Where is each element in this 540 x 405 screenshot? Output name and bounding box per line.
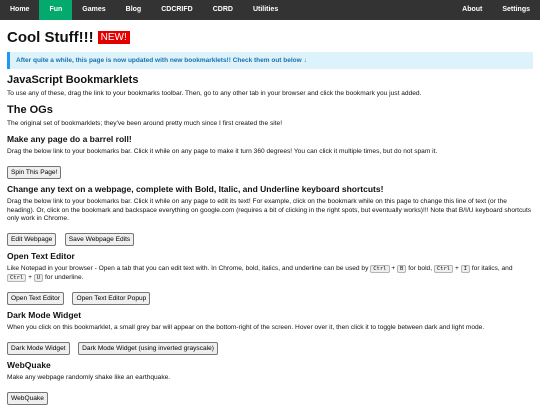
ctrl-key: Ctrl	[7, 274, 26, 282]
nav-blog[interactable]: Blog	[125, 6, 142, 13]
barrel-roll-buttons	[7, 161, 533, 179]
text-editor-intro: Like Notepad in your browser - Open a tab that you can edit text with. In Chrome, bold, italics, and underline can be used by	[7, 265, 369, 273]
underline-text: for underline.	[44, 274, 84, 282]
open-text-editor-button[interactable]: Open Text Editor	[7, 292, 64, 305]
webquake-description: Make any webpage randomly shake like an earthquake.	[7, 374, 171, 382]
dark-mode-grayscale-button[interactable]: Dark Mode Widget (using inverted grayscale)	[78, 342, 218, 355]
ctrl-key: Ctrl	[434, 265, 453, 273]
nav-cdcrifd[interactable]: CDCRIFD	[161, 6, 193, 13]
js-bookmarklets-heading: JavaScript Bookmarklets	[7, 74, 139, 86]
dark-mode-widget-button[interactable]: Dark Mode Widget	[7, 342, 70, 355]
save-webpage-edits-button[interactable]: Save Webpage Edits	[65, 233, 134, 246]
nav-games[interactable]: Games	[82, 6, 106, 13]
js-bookmarklets-text: To use any of these, drag the link to your bookmarks toolbar. Then, go to any other tab in your browser and click the bookmark you just added.	[7, 90, 422, 97]
edit-webpage-button[interactable]: Edit Webpage	[7, 233, 56, 246]
barrel-roll-heading: Make any page do a barrel roll!	[7, 133, 132, 144]
edit-text-description: Drag the below link to your bookmarks bar. Click it while on any page to edit its text! For example, click on the bookmark while on this page to change this line of text (or the heading). Or, click on the bookmark and backspace everything on google.com (requires a bit of clicking in the right spots, but eventually works)!!! Note that B/I/U keyboard shortcuts only work in Chrome.	[7, 197, 532, 223]
bold-text: for bold,	[408, 265, 433, 273]
ogs-heading: The OGs	[7, 103, 53, 116]
dark-mode-heading: Dark Mode Widget	[7, 310, 82, 321]
text-editor-buttons	[7, 287, 533, 305]
dark-mode-buttons	[7, 337, 533, 355]
webquake-buttons	[7, 387, 533, 405]
i-key: I	[461, 265, 470, 273]
nav-cdrd[interactable]: CDRD	[212, 6, 233, 13]
text-editor-heading: Open Text Editor	[7, 251, 75, 262]
page-title: Cool Stuff!!!	[7, 29, 94, 46]
text-editor-description	[7, 265, 533, 283]
u-key: U	[34, 274, 43, 282]
top-navbar	[0, 0, 540, 20]
b-key: B	[397, 265, 406, 273]
edit-buttons	[7, 228, 533, 246]
open-text-editor-popup-button[interactable]: Open Text Editor Popup	[72, 292, 150, 305]
nav-home[interactable]: Home	[10, 6, 30, 13]
page-title-row	[7, 29, 533, 46]
plus-sign: +	[391, 265, 396, 273]
spin-page-button[interactable]: Spin This Page!	[7, 166, 61, 179]
italic-text: for italics, and	[471, 265, 513, 273]
ctrl-key: Ctrl	[370, 265, 389, 273]
nav-utilities[interactable]: Utilities	[252, 6, 279, 13]
nav-settings[interactable]: Settings	[502, 6, 530, 13]
edit-text-heading: Change any text on a webpage, complete with Bold, Italic, and Underline keyboard shortcuts!	[7, 183, 384, 194]
main-content	[0, 29, 540, 405]
update-notice: After quite a while, this page is now updated with new bookmarklets!! Check them out below ↓	[7, 52, 533, 69]
nav-about[interactable]: About	[462, 6, 483, 13]
plus-sign: +	[28, 274, 32, 282]
new-badge: NEW!	[98, 31, 130, 44]
ogs-text: The original set of bookmarklets; they've been around pretty much since I first created the site!	[7, 119, 283, 127]
nav-right-group	[452, 0, 540, 20]
nav-fun[interactable]: Fun	[39, 0, 72, 20]
webquake-button[interactable]: WebQuake	[7, 392, 48, 405]
dark-mode-description: When you click on this bookmarklet, a small grey bar will appear on the bottom-right of the screen. Hover over it, then click it to toggle between dark and light mode.	[7, 324, 485, 332]
webquake-heading: WebQuake	[7, 360, 51, 371]
barrel-roll-text: Drag the below link to your bookmarks bar. Click it while on any page to make it turn 360 degrees! You can click it multiple times, but do not spam it.	[7, 147, 438, 155]
plus-sign: +	[454, 265, 459, 273]
